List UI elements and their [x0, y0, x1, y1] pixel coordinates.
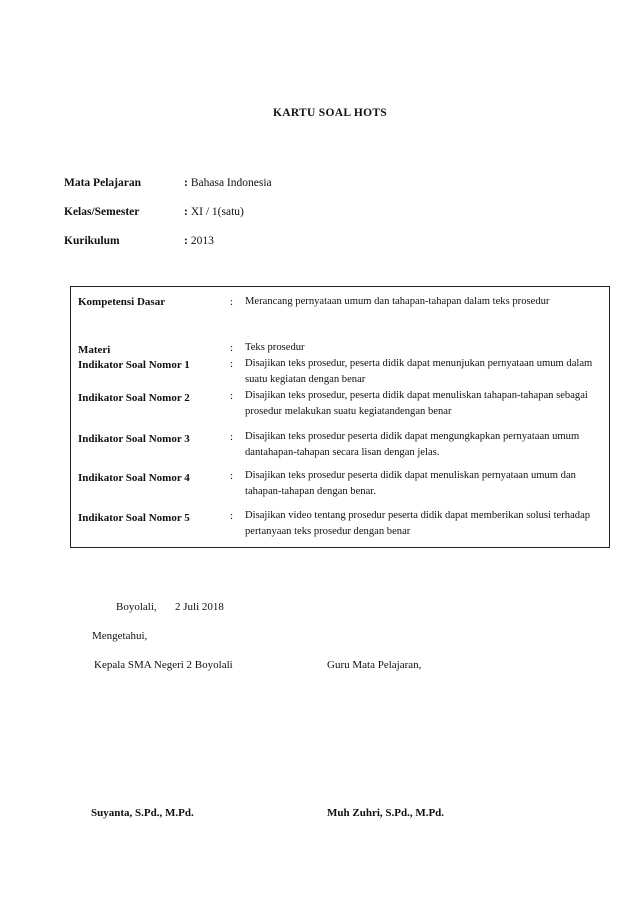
class-semester-label: Kelas/Semester [64, 206, 140, 218]
subject-value: : Bahasa Indonesia [184, 177, 272, 189]
row-desc-materi: Teks prosedur [245, 342, 305, 353]
row-desc-kompetensi: Merancang pernyataan umum dan tahapan-tahapan dalam teks prosedur [245, 296, 550, 307]
teacher-role: Guru Mata Pelajaran, [327, 659, 422, 671]
row-colon: : [230, 431, 234, 443]
acknowledged-text: Mengetahui, [92, 630, 148, 642]
row-desc-indikator-3: Disajikan teks prosedur peserta didik dapat mengungkapkan pernyataan umum dantahapan-tahapan secara lisan dengan jelas. [245, 431, 580, 458]
row-desc-indikator-4: Disajikan teks prosedur peserta didik dapat menuliskan pernyataan umum dan tahapan-tahapan dengan benar. [245, 470, 576, 497]
row-colon: : [230, 470, 234, 482]
row-label-materi: Materi [78, 344, 111, 356]
principal-name: Suyanta, S.Pd., M.Pd. [91, 807, 194, 819]
row-colon: : [230, 358, 234, 370]
document-title: KARTU SOAL HOTS [272, 107, 387, 119]
row-label-indikator-3: Indikator Soal Nomor 3 [78, 433, 190, 445]
principal-role: Kepala SMA Negeri 2 Boyolali [94, 659, 233, 671]
curriculum-value-text: 2013 [190, 235, 214, 247]
subject-label: Mata Pelajaran [64, 177, 141, 189]
row-colon: : [230, 390, 234, 402]
signature-place: Boyolali, [116, 601, 157, 613]
row-desc-indikator-1: Disajikan teks prosedur, peserta didik dapat menunjukan pernyataan umum dalam suatu kegiatan dengan benar [245, 358, 593, 385]
class-semester-value-text: XI / 1(satu) [190, 206, 244, 218]
signature-date: 2 Juli 2018 [175, 601, 224, 613]
curriculum-label: Kurikulum [64, 235, 120, 247]
row-colon: : [230, 342, 234, 354]
teacher-name: Muh Zuhri, S.Pd., M.Pd. [327, 807, 445, 819]
row-label-indikator-4: Indikator Soal Nomor 4 [78, 472, 190, 484]
row-label-indikator-1: Indikator Soal Nomor 1 [78, 359, 190, 371]
row-label-indikator-2: Indikator Soal Nomor 2 [78, 392, 190, 404]
row-colon: : [230, 510, 234, 522]
row-label-indikator-5: Indikator Soal Nomor 5 [78, 512, 190, 524]
curriculum-value: : 2013 [184, 235, 214, 247]
row-label-kompetensi: Kompetensi Dasar [78, 296, 166, 308]
subject-value-text: Bahasa Indonesia [190, 177, 272, 189]
row-desc-indikator-5: Disajikan video tentang prosedur peserta didik dapat memberikan solusi terhadap pertanyaan teks prosedur dengan benar [245, 510, 591, 537]
row-desc-indikator-2: Disajikan teks prosedur, peserta didik dapat menuliskan tahapan-tahapan sebagai prosedur melakukan suatu kegiatandengan benar [245, 390, 588, 417]
row-colon: : [230, 296, 234, 308]
class-semester-value: : XI / 1(satu) [184, 206, 244, 218]
